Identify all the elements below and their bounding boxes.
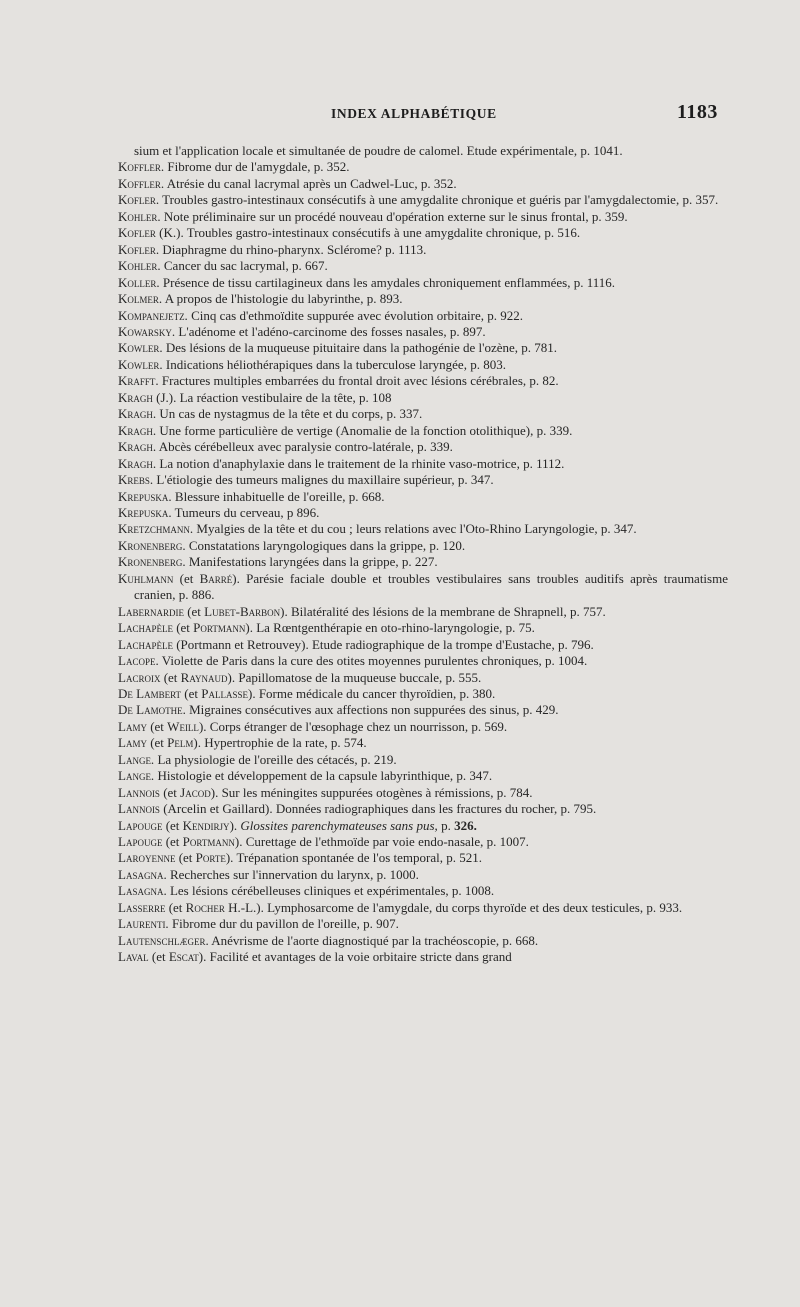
entry-text: (et: [184, 685, 202, 701]
entry-text: (et: [178, 850, 196, 866]
entry-author: Kragh.: [118, 455, 157, 471]
entry-text: ). Trépanation spontanée de l'os temporal, p. 521.: [225, 850, 483, 866]
index-entry: [118, 357, 728, 373]
entry-text: ). Hypertrophie de la rate, p. 574.: [193, 735, 367, 751]
entry-text: (et: [168, 899, 186, 915]
entry-author: Koller.: [118, 274, 160, 290]
index-entry: [118, 176, 728, 192]
entry-coauthor: Portmann: [182, 834, 235, 850]
entry-text: Présence de tissu cartilagineux dans les amydales chroniquement enflammées, p. 1116.: [162, 274, 615, 290]
index-entry: [118, 324, 728, 340]
entry-text: Fibrome dur de l'amygdale, p. 352.: [167, 159, 350, 175]
entry-author: Kofler.: [118, 241, 160, 257]
entry-author: Kohler.: [118, 208, 161, 224]
entry-text: Des lésions de la muqueuse pituitaire dans la pathogénie de l'ozène, p. 781.: [165, 340, 558, 356]
entry-text: ). La Rœntgenthérapie en oto-rhino-laryngologie, p. 75.: [245, 620, 535, 636]
index-entry: [118, 439, 728, 455]
entry-author: Lasagna.: [118, 883, 167, 899]
entry-text: A propos de l'histologie du labyrinthe, p. 893.: [164, 291, 403, 307]
index-entry: [118, 242, 728, 258]
entry-text: Note préliminaire sur un procédé nouveau d'opération externe sur le sinus frontal, p. 359.: [163, 208, 628, 224]
index-entry: [118, 143, 728, 159]
entry-text: ). Papillomatose de la muqueuse buccale, p. 555.: [227, 669, 482, 685]
index-entry: [118, 604, 728, 620]
index-entry: [118, 571, 728, 604]
index-entry: [118, 818, 728, 834]
entry-text: ). Facilité et avantages de la voie orbitaire stricte dans grand: [198, 949, 512, 965]
entry-text: Manifestations laryngées dans la grippe, p. 227.: [188, 554, 438, 570]
index-entry: [118, 472, 728, 488]
entry-author: Kragh: [118, 389, 153, 405]
entry-author: Lannois: [118, 801, 160, 817]
index-entry: [118, 719, 728, 735]
entry-author: Lacroix: [118, 669, 161, 685]
entry-author: Kowarsky.: [118, 323, 176, 339]
entry-text: (et: [187, 603, 205, 619]
entry-author: Kronenberg.: [118, 554, 186, 570]
entry-author: Krebs.: [118, 472, 154, 488]
entry-text: (et: [165, 834, 183, 850]
index-entry: [118, 159, 728, 175]
entry-text: Recherches sur l'innervation du larynx, p. 1000.: [169, 866, 419, 882]
entry-author: Lautenschlæger.: [118, 932, 209, 948]
entry-author: Krafft.: [118, 373, 159, 389]
entry-text: Myalgies de la tête et du cou ; leurs relations avec l'Oto-Rhino Laryngologie, p. 347.: [196, 521, 637, 537]
entry-author: Lasagna.: [118, 866, 167, 882]
entry-author: Kronenberg.: [118, 537, 186, 553]
entry-author: Kowler.: [118, 340, 163, 356]
index-entry: [118, 456, 728, 472]
entry-text: Fibrome dur du pavillon de l'oreille, p. 907.: [171, 916, 399, 932]
index-entry: [118, 670, 728, 686]
entry-text: Diaphragme du rhino-pharynx. Sclérome? p. 1113.: [162, 241, 427, 257]
entry-coauthor: Portmann: [193, 620, 246, 636]
entry-author: Lapouge: [118, 817, 163, 833]
entry-coauthor: Pelm: [167, 735, 194, 751]
entry-text: ). Bilatéralité des lésions de la membrane de Shrapnell, p. 757.: [280, 603, 606, 619]
index-entry: [118, 538, 728, 554]
index-text: [118, 143, 728, 966]
entry-text: (Portmann et Retrouvey). Etude radiographique de la trompe d'Eustache, p. 796.: [176, 636, 594, 652]
entry-coauthor: Weill: [167, 718, 199, 734]
index-entry: [118, 768, 728, 784]
index-entry: [118, 752, 728, 768]
entry-coauthor: Rocher: [185, 899, 225, 915]
index-entry: [118, 225, 728, 241]
page-number: 1183: [677, 101, 718, 123]
entry-author: Kompanejetz.: [118, 307, 188, 323]
entry-text: ). Forme médicale du cancer thyroïdien, p. 380.: [248, 685, 496, 701]
running-header: [0, 101, 800, 125]
entry-author: Lapouge: [118, 834, 163, 850]
entry-text: La notion d'anaphylaxie dans le traitement de la rhinite vaso-motrice, p. 1112.: [159, 455, 565, 471]
entry-author: Lacope.: [118, 653, 159, 669]
entry-text: L'étiologie des tumeurs malignes du maxillaire supérieur, p. 347.: [156, 472, 494, 488]
entry-coauthor: Porte: [195, 850, 226, 866]
entry-author: Kowler.: [118, 356, 163, 372]
index-entry: [118, 390, 728, 406]
entry-author: Koffler.: [118, 159, 165, 175]
index-entry: [118, 620, 728, 636]
entry-author: Kragh.: [118, 406, 157, 422]
entry-text: ).: [229, 817, 238, 833]
entry-text: ). Curettage de l'ethmoïde par voie endo-nasale, p. 1007.: [234, 834, 529, 850]
index-entry: [118, 340, 728, 356]
index-entry: [118, 637, 728, 653]
entry-text: sium et l'application locale et simultanée de poudre de calomel. Etude expérimentale, p. 1041.: [134, 143, 623, 158]
entry-text: ). Corps étranger de l'œsophage chez un nourrisson, p. 569.: [198, 718, 508, 734]
entry-author: Koffler.: [118, 175, 165, 191]
entry-text: Cinq cas d'ethmoïdite suppurée avec évolution orbitaire, p. 922.: [191, 307, 524, 323]
entry-author: Laurenti.: [118, 916, 169, 932]
entry-text: Tumeurs du cerveau, p 896.: [174, 504, 320, 520]
entry-coauthor: Jacod: [180, 784, 211, 800]
entry-text: H.-L.). Lymphosarcome de l'amygdale, du corps thyroïde et des deux testicules, p. 933.: [224, 899, 683, 915]
entry-text: p.: [441, 817, 451, 833]
entry-text: Troubles gastro-intestinaux consécutifs à une amygdalite chronique et guéris par l'amygdalectomie, p. 357.: [162, 192, 719, 208]
index-entry: [118, 489, 728, 505]
entry-author: Laroyenne: [118, 850, 176, 866]
entry-text: (et: [176, 620, 194, 636]
index-entry: [118, 867, 728, 883]
index-entry: [118, 686, 728, 702]
entry-text: Un cas de nystagmus de la tête et du corps, p. 337.: [159, 406, 423, 422]
entry-coauthor: Pallasse: [201, 685, 248, 701]
entry-author: Kretzchmann.: [118, 521, 194, 537]
entry-author: Kofler: [118, 225, 156, 241]
entry-coauthor: Barré: [199, 570, 233, 586]
entry-text: Une forme particulière de vertige (Anomalie de la fonction otolithique), p. 339.: [159, 422, 573, 438]
index-entry: [118, 209, 728, 225]
entry-author: Lamy: [118, 718, 147, 734]
entry-text: (et: [165, 817, 183, 833]
index-entry: [118, 308, 728, 324]
index-entry: [118, 505, 728, 521]
index-entry: [118, 275, 728, 291]
entry-author: Kuhlmann: [118, 570, 174, 586]
entry-author: Lannois: [118, 784, 160, 800]
entry-text: (et: [150, 735, 168, 751]
entry-author: Labernardie: [118, 603, 184, 619]
entry-page-bold: 326.: [454, 817, 477, 833]
entry-author: Kragh.: [118, 439, 157, 455]
index-entry: [118, 653, 728, 669]
entry-coauthor: Lubet-Barbon: [204, 603, 281, 619]
entry-author: De Lambert: [118, 685, 182, 701]
entry-author: Lange.: [118, 768, 155, 784]
entry-text: ). Parésie faciale double et troubles vestibulaires sans troubles auditifs après traumatisme cranien, p. 886.: [134, 570, 728, 603]
index-entry: [118, 850, 728, 866]
index-entry: [118, 192, 728, 208]
entry-text: (K.). Troubles gastro-intestinaux consécutifs à une amygdalite chronique, p. 516.: [159, 225, 581, 241]
index-entry: [118, 916, 728, 932]
index-entry: [118, 949, 728, 965]
entry-text: Anévrisme de l'aorte diagnostiqué par la trachéoscopie, p. 668.: [211, 932, 539, 948]
index-entry: [118, 258, 728, 274]
entry-text: (et: [163, 784, 181, 800]
entry-text: Abcès cérébelleux avec paralysie contro-latérale, p. 339.: [158, 439, 453, 455]
index-entry: [118, 423, 728, 439]
entry-author: Kolmer.: [118, 291, 163, 307]
index-entry: [118, 801, 728, 817]
entry-text: Cancer du sac lacrymal, p. 667.: [163, 258, 328, 274]
index-entry: [118, 883, 728, 899]
entry-author: Laval: [118, 949, 149, 965]
index-entry: [118, 554, 728, 570]
running-title: INDEX ALPHABÉTIQUE: [331, 106, 497, 121]
entry-text: Violette de Paris dans la cure des otites moyennes purulentes chroniques, p. 1004.: [161, 653, 588, 669]
entry-author: Lachapèle: [118, 636, 173, 652]
entry-text: Constatations laryngologiques dans la grippe, p. 120.: [188, 537, 466, 553]
index-entry: [118, 834, 728, 850]
entry-author: Krepuska.: [118, 488, 172, 504]
entry-text: Indications héliothérapiques dans la tuberculose laryngée, p. 803.: [165, 356, 506, 372]
index-entry: [118, 900, 728, 916]
entry-text: (J.). La réaction vestibulaire de la tête, p. 108: [156, 389, 392, 405]
index-entry: [118, 702, 728, 718]
entry-author: Kofler.: [118, 192, 160, 208]
index-entry: [118, 521, 728, 537]
entry-author: De Lamothe.: [118, 702, 186, 718]
entry-coauthor: Raynaud: [180, 669, 228, 685]
index-entry: [118, 933, 728, 949]
index-entry: [118, 785, 728, 801]
index-entry: [118, 406, 728, 422]
entry-author: Kohler.: [118, 258, 161, 274]
entry-text: (Arcelin et Gaillard). Données radiographiques dans les fractures du rocher, p. 795.: [163, 801, 597, 817]
entry-text: ). Sur les méningites suppurées otogènes à rémissions, p. 784.: [210, 784, 533, 800]
index-entry: [118, 291, 728, 307]
entry-text: Les lésions cérébelleuses cliniques et expérimentales, p. 1008.: [169, 883, 495, 899]
entry-author: Lange.: [118, 751, 155, 767]
entry-title-italic: Glossites parenchymateuses sans pus,: [240, 817, 438, 833]
entry-author: Lasserre: [118, 899, 166, 915]
entry-author: Kragh.: [118, 422, 157, 438]
entry-text: (et: [150, 718, 168, 734]
entry-text: (et: [163, 669, 181, 685]
entry-author: Lachapèle: [118, 620, 173, 636]
entry-text: La physiologie de l'oreille des cétacés, p. 219.: [157, 751, 397, 767]
entry-text: Migraines consécutives aux affections non suppurées des sinus, p. 429.: [189, 702, 559, 718]
entry-text: Blessure inhabituelle de l'oreille, p. 668.: [174, 488, 385, 504]
entry-coauthor: Escat: [168, 949, 199, 965]
entry-text: Atrésie du canal lacrymal après un Cadwel-Luc, p. 352.: [166, 175, 457, 191]
entry-author: Krepuska.: [118, 504, 172, 520]
index-entry: [118, 735, 728, 751]
entry-author: Lamy: [118, 735, 147, 751]
index-entry: [118, 373, 728, 389]
entry-text: (et: [151, 949, 169, 965]
entry-text: Fractures multiples embarrées du frontal droit avec lésions cérébrales, p. 82.: [161, 373, 559, 389]
entry-text: (et: [179, 570, 200, 586]
entry-coauthor: Kendirjy: [182, 817, 230, 833]
entry-text: L'adénome et l'adéno-carcinome des fosses nasales, p. 897.: [178, 323, 486, 339]
entry-text: Histologie et développement de la capsule labyrinthique, p. 347.: [157, 768, 493, 784]
